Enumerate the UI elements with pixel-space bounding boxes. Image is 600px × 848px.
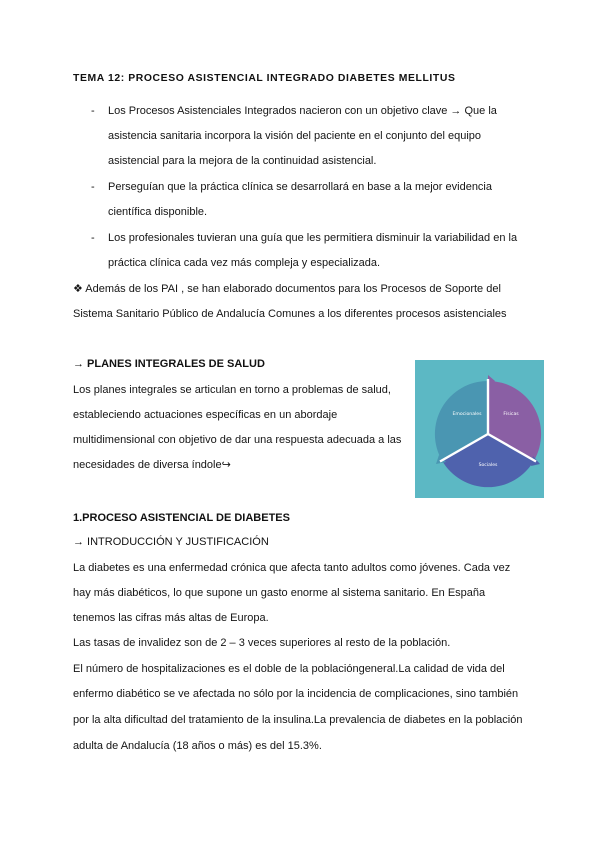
proceso-line-5: El número de hospitalizaciones es el doble de la poblacióngeneral.La calidad de vida del: [73, 663, 505, 675]
segment-label-emocionales: Emocionales: [452, 412, 482, 417]
bullet-1-line-3: asistencial para la mejora de la continuidad asistencial.: [108, 155, 377, 167]
planes-line-2: estableciendo actuaciones específicas en un abordaje: [73, 409, 338, 421]
bullet-2-line-2: científica disponible.: [108, 206, 208, 218]
proceso-subheading: → INTRODUCCIÓN Y JUSTIFICACIÓN: [73, 536, 269, 548]
cycle-diagram: [415, 360, 544, 498]
bullet-dash: -: [91, 232, 95, 244]
proceso-line-6: enfermo diabético se ve afectada no sólo por la incidencia de complicaciones, sino también: [73, 688, 519, 700]
note-line-2: Sistema Sanitario Público de Andalucía Comunes a los diferentes procesos asistenciales: [73, 308, 507, 320]
bullet-1-line-1: Los Procesos Asistenciales Integrados nacieron con un objetivo clave → Que la: [108, 105, 497, 117]
planes-line-1: Los planes integrales se articulan en torno a problemas de salud,: [73, 384, 391, 396]
health-dimensions-diagram: [415, 360, 544, 498]
proceso-line-4: Las tasas de invalidez son de 2 – 3 veces superiores al resto de la población.: [73, 637, 451, 649]
proceso-line-3: tenemos las cifras más altas de Europa.: [73, 612, 269, 624]
proceso-heading: 1.PROCESO ASISTENCIAL DE DIABETES: [73, 512, 290, 524]
bullet-dash: -: [91, 181, 95, 193]
planes-line-4: necesidades de diversa índole↪: [73, 459, 231, 471]
proceso-line-8: adulta de Andalucía (18 años o más) es del 15.3%.: [73, 740, 322, 752]
bullet-3-line-1: Los profesionales tuvieran una guía que les permitiera disminuir la variabilidad en la: [108, 232, 518, 244]
segment-label-fisicas: Físicas: [503, 412, 519, 417]
bullet-dash: -: [91, 105, 95, 117]
segment-label-sociales: Sociales: [478, 463, 498, 468]
bullet-2-line-1: Perseguían que la práctica clínica se desarrollará en base a la mejor evidencia: [108, 181, 492, 193]
note-line-1: ❖ Además de los PAI , se han elaborado documentos para los Procesos de Soporte del: [73, 283, 501, 295]
planes-heading: → PLANES INTEGRALES DE SALUD: [73, 358, 265, 370]
page-title: TEMA 12: PROCESO ASISTENCIAL INTEGRADO DIABETES MELLITUS: [73, 73, 456, 84]
proceso-line-2: hay más diabéticos, lo que supone un gasto enorme al sistema sanitario. En España: [73, 587, 486, 599]
proceso-line-1: La diabetes es una enfermedad crónica que afecta tanto adultos como jóvenes. Cada vez: [73, 562, 511, 574]
proceso-line-7: por la alta dificultad del tratamiento de la insulina.La prevalencia de diabetes en la población: [73, 714, 523, 726]
bullet-1-line-2: asistencia sanitaria incorpora la visión del paciente en el conjunto del equipo: [108, 130, 482, 142]
planes-line-3: multidimensional con objetivo de dar una respuesta adecuada a las: [73, 434, 402, 446]
bullet-3-line-2: práctica clínica cada vez más compleja y especializada.: [108, 257, 381, 269]
